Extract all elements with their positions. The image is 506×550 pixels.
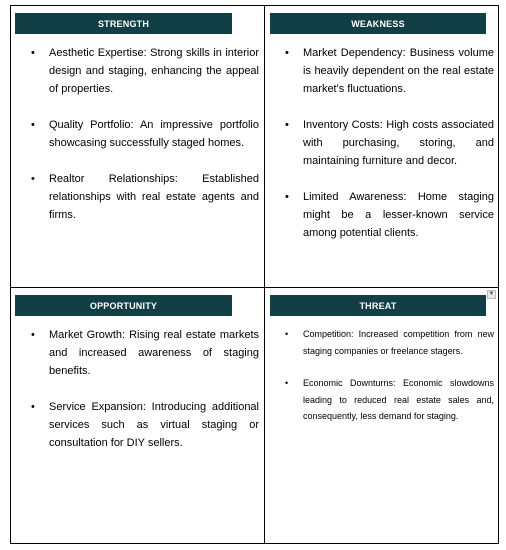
opportunity-header: OPPORTUNITY xyxy=(15,295,232,316)
list-item: • Limited Awareness: Home staging might be a lesser-known service among potential clients. xyxy=(285,188,494,242)
weakness-cell xyxy=(265,6,498,287)
threat-list xyxy=(285,326,494,441)
strength-list xyxy=(31,44,259,242)
weakness-header: WEAKNESS xyxy=(270,13,486,34)
threat-cell xyxy=(265,288,498,543)
list-item: • Service Expansion: Introducing additional services such as virtual staging or consultation for DIY sellers. xyxy=(31,398,259,452)
opportunity-list xyxy=(31,326,259,470)
chevron-down-icon[interactable]: ▼ xyxy=(488,291,495,297)
list-item: • Aesthetic Expertise: Strong skills in interior design and staging, enhancing the appeal of properties. xyxy=(31,44,259,98)
strength-cell xyxy=(11,6,264,287)
strength-header: STRENGTH xyxy=(15,13,232,34)
list-item: • Economic Downturns: Economic slowdowns leading to reduced real estate sales and, consequently, less demand for staging. xyxy=(285,375,494,425)
threat-header: THREAT xyxy=(270,295,486,316)
list-item: • Realtor Relationships: Established relationships with real estate agents and firms. xyxy=(31,170,259,224)
list-item: • Competition: Increased competition from new staging companies or freelance stagers. xyxy=(285,326,494,359)
list-item: • Quality Portfolio: An impressive portfolio showcasing successfully staged homes. xyxy=(31,116,259,152)
weakness-list xyxy=(285,44,494,260)
list-item: • Inventory Costs: High costs associated with purchasing, storing, and maintaining furniture and decor. xyxy=(285,116,494,170)
list-item: • Market Dependency: Business volume is heavily dependent on the real estate market's fluctuations. xyxy=(285,44,494,98)
opportunity-cell xyxy=(11,288,264,543)
list-item: • Market Growth: Rising real estate markets and increased awareness of staging benefits. xyxy=(31,326,259,380)
